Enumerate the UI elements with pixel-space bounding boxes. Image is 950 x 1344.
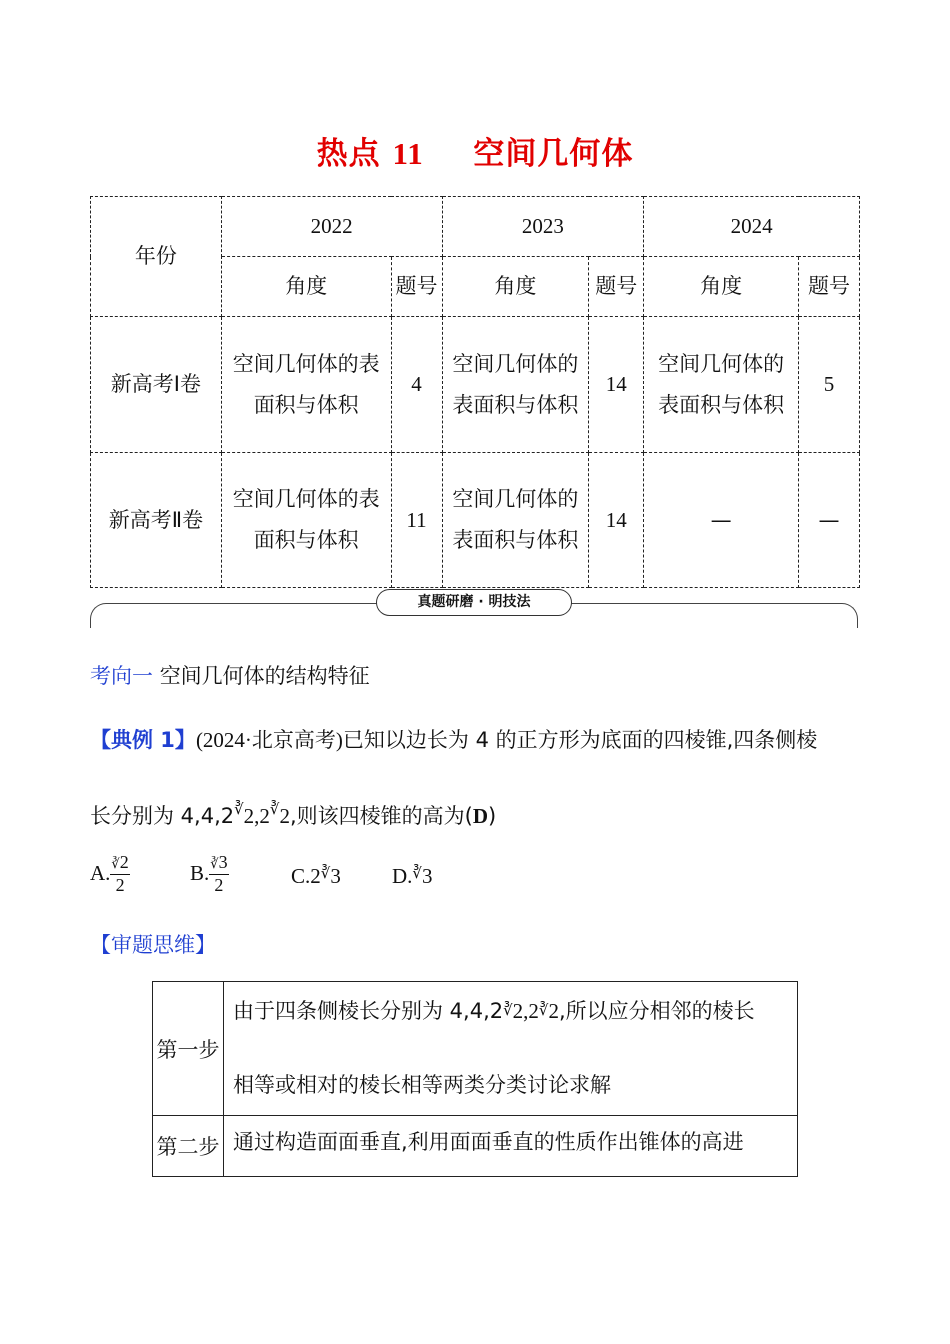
angle-cell <box>442 317 589 453</box>
option-a <box>90 852 130 902</box>
option-label: D. <box>392 864 413 888</box>
angle-line: 空间几何体的 <box>452 487 579 511</box>
example-text: 已知以边长为 4 的正方形为底面的四棱锥,四条侧棱 <box>342 728 818 752</box>
subheader-angle: 角度 <box>221 257 391 317</box>
step-label: 第二步 <box>153 1116 224 1177</box>
step-text: 由于四条侧棱长分别为 4,4,2 <box>233 999 504 1023</box>
exam-stats-table <box>90 196 860 588</box>
table-row <box>91 317 860 453</box>
question-number: 11 <box>391 453 442 588</box>
cube-root-icon: ∛ <box>269 802 280 818</box>
title-topic: 空间几何体 <box>473 136 634 172</box>
example-source: (2024·北京高考) <box>195 728 343 752</box>
step-line <box>233 993 797 1030</box>
table-row <box>153 1116 798 1177</box>
example-text: ) <box>488 804 497 828</box>
angle-cell <box>644 317 799 453</box>
question-number: 14 <box>589 453 644 588</box>
year-row-header: 年份 <box>91 197 222 317</box>
cube-root-icon: ∛ <box>538 1003 549 1019</box>
denominator: 2 <box>115 875 125 895</box>
cube-root-icon: ∛ <box>111 856 120 871</box>
root-value: 2 <box>279 804 290 828</box>
angle-cell: — <box>644 453 799 588</box>
root-value: 3 <box>218 852 228 872</box>
step-text: ,2 <box>523 999 539 1023</box>
example-text: ,2 <box>254 804 270 828</box>
year-2024: 2024 <box>644 197 860 257</box>
root-value: 2 <box>243 804 255 828</box>
root-value: 2 <box>119 852 129 872</box>
example-text: ,则该四棱锥的高为( <box>289 804 473 828</box>
section-title: 空间几何体的结构特征 <box>159 664 370 688</box>
example-tag: 【典例 1】 <box>90 728 196 752</box>
cube-root-icon: ∛ <box>320 866 331 882</box>
option-label: A. <box>90 861 111 885</box>
year-2023: 2023 <box>442 197 644 257</box>
example-text: 长分别为 4,4,2 <box>90 804 235 828</box>
angle-line: 空间几何体的 <box>452 351 579 376</box>
question-number: 4 <box>391 317 442 453</box>
page-title <box>0 128 950 173</box>
angle-line: 空间几何体的表 <box>232 487 380 511</box>
step-line: 相等或相对的棱长相等两类分类讨论求解 <box>233 1073 611 1097</box>
option-fraction <box>209 852 228 895</box>
root-value: 2 <box>548 999 559 1023</box>
cube-root-icon: ∛ <box>234 802 244 818</box>
angle-line: 面积与体积 <box>253 528 359 552</box>
step-label: 第一步 <box>153 982 224 1116</box>
step-content: 通过构造面面垂直,利用面面垂直的性质作出锥体的高进 <box>224 1116 798 1177</box>
question-number: — <box>799 453 860 588</box>
angle-line: 面积与体积 <box>253 392 359 417</box>
angle-line: 空间几何体的表 <box>232 351 380 376</box>
title-number: 11 <box>392 136 424 171</box>
question-number: 5 <box>799 317 860 453</box>
steps-table <box>152 981 798 1177</box>
section-label: 考向一 <box>90 664 153 688</box>
example-line-2 <box>90 800 496 830</box>
subheader-number: 题号 <box>799 257 860 317</box>
cube-root-icon: ∛ <box>210 856 219 871</box>
answer: D <box>472 804 489 828</box>
table-row <box>91 453 860 588</box>
denominator: 2 <box>214 875 224 895</box>
root-value: 3 <box>421 864 433 888</box>
table-row <box>153 982 798 1116</box>
subheader-angle: 角度 <box>442 257 589 317</box>
question-number: 14 <box>589 317 644 453</box>
title-prefix: 热点 <box>316 136 381 172</box>
option-c <box>291 864 341 889</box>
option-fraction <box>110 852 129 895</box>
option-label: C.2 <box>291 864 321 888</box>
option-d <box>392 864 432 889</box>
year-2022: 2022 <box>221 197 442 257</box>
angle-cell <box>442 453 589 588</box>
section-heading <box>90 660 370 690</box>
cube-root-icon: ∛ <box>412 866 422 882</box>
angle-line: 表面积与体积 <box>658 392 785 417</box>
row-label: 新高考Ⅱ卷 <box>91 453 222 588</box>
root-value: 2 <box>512 999 524 1023</box>
example-line-1 <box>90 724 817 754</box>
option-label: B. <box>190 861 210 885</box>
banner-label: 真题研磨 · 明技法 <box>376 589 572 616</box>
angle-line: 空间几何体的 <box>658 351 785 376</box>
subheader-number: 题号 <box>589 257 644 317</box>
cube-root-icon: ∛ <box>503 1003 513 1019</box>
angle-line: 表面积与体积 <box>452 392 579 417</box>
root-value: 3 <box>330 864 341 888</box>
thinking-header: 【审题思维】 <box>90 933 216 957</box>
row-label: 新高考Ⅰ卷 <box>91 317 222 453</box>
angle-cell <box>221 317 391 453</box>
subheader-angle: 角度 <box>644 257 799 317</box>
step-content <box>224 982 798 1116</box>
option-b <box>190 852 229 902</box>
angle-cell <box>221 453 391 588</box>
subheader-number: 题号 <box>391 257 442 317</box>
step-text: ,所以应分相邻的棱长 <box>558 999 755 1023</box>
angle-line: 表面积与体积 <box>452 528 579 552</box>
section-banner <box>90 588 860 624</box>
